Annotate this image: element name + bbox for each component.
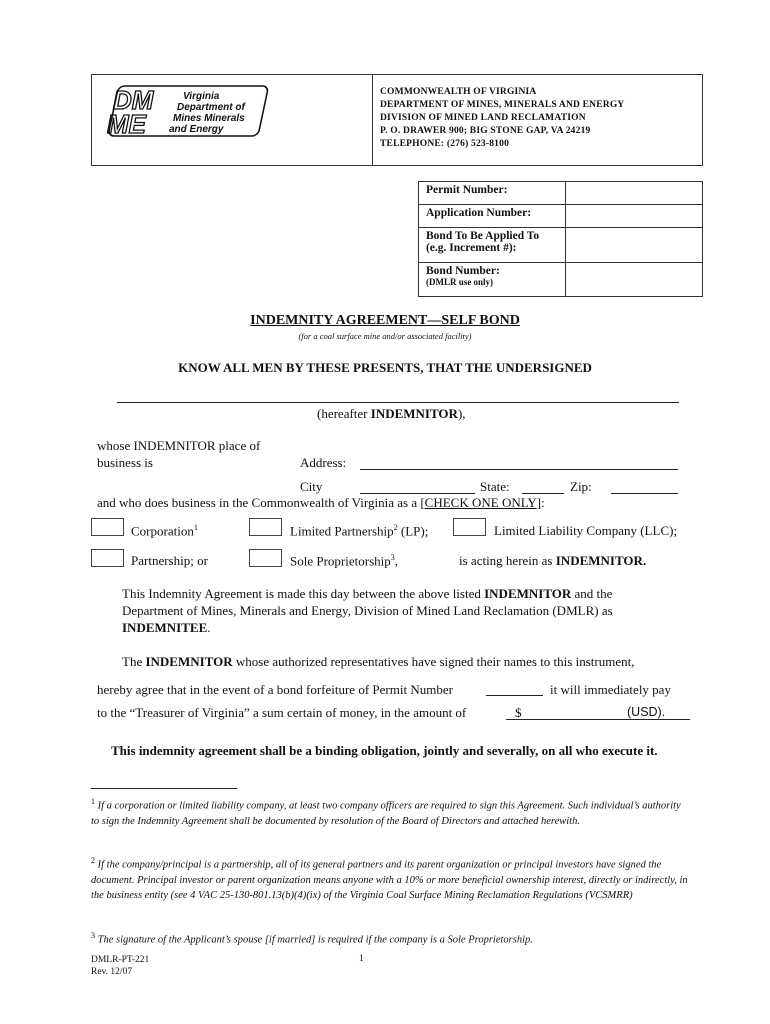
bond-number-field[interactable] [566,263,703,297]
forfeiture-line1-suffix: it will immediately pay [550,682,671,697]
footnote-ref: 3 [91,931,95,940]
footnote-ref: 1 [193,523,198,532]
sole-proprietorship-label [290,553,398,569]
bond-number-label: Bond Number: [426,265,500,277]
business-line-suffix: ]: [536,495,545,510]
state-label: State: [480,479,510,494]
footnote-text: If a corporation or limited liability company, at least two company officers are required to sign this Agreement. Such individual’s authority to sign the Indemnity Agreement shall be documented by resolution of the Board of Directors and attached herewith. [91,800,681,827]
know-all-men-heading: KNOW ALL MEN BY THESE PRESENTS, THAT THE UNDERSIGNED [178,360,592,375]
forfeiture-permit-number-field[interactable] [486,695,543,696]
forfeiture-line1-prefix: hereby agree that in the event of a bond forfeiture of Permit Number [97,682,453,697]
currency-usd: (USD). [627,705,666,719]
table-row [419,205,703,228]
footnote-2 [91,853,691,903]
binding-statement: This indemnity agreement shall be a binding obligation, jointly and severally, on all who execute it. [111,743,658,758]
logo-name-line-4: and Energy [169,124,224,135]
document-title: INDEMNITY AGREEMENT—SELF BOND [250,313,520,328]
logo-name-line-1: Virginia [183,91,220,102]
address-field[interactable] [360,469,678,470]
header-divider [372,74,373,166]
city-field[interactable] [360,493,475,494]
place-of-business-line1: whose INDEMNITOR place of [97,438,261,453]
zip-label: Zip: [570,479,592,494]
lp-text: Limited Partnership [290,523,394,539]
partnership-label: Partnership; or [131,553,208,568]
logo-name-line-2: Department of [177,102,245,113]
hereafter-prefix: (hereafter [317,406,371,421]
representatives-line [122,654,634,670]
sole-suffix: , [394,553,398,569]
application-number-field[interactable] [566,205,703,228]
footnote-ref: 2 [393,523,398,532]
bond-number-label-cell [419,263,566,297]
application-number-label: Application Number: [419,205,566,228]
agency-address-block [380,86,624,151]
footnote-ref: 2 [91,856,95,865]
agreement-indemnitor: INDEMNITOR [484,586,572,601]
document-subtitle: (for a coal surface mine and/or associated facility) [298,331,472,341]
representatives-prefix: The [122,654,146,669]
acting-prefix: is acting herein as [459,553,556,568]
limited-partnership-label [290,523,428,539]
footnote-separator [91,788,237,789]
footnote-ref: 1 [91,797,95,806]
agreement-part1: This Indemnity Agreement is made this day between the above listed [122,586,485,601]
hereafter-term: INDEMNITOR [370,406,458,421]
llc-checkbox[interactable] [453,518,486,536]
agreement-part3: . [207,620,211,635]
permit-number-field[interactable] [566,182,703,205]
indemnitor-name-line[interactable] [117,402,679,403]
dmlr-use-only-note: (DMLR use only) [426,277,493,287]
hereafter-suffix: ), [457,406,466,421]
corporation-checkbox[interactable] [91,518,124,536]
lp-suffix: (LP); [397,523,429,539]
corporation-label [131,523,198,539]
partnership-checkbox[interactable] [91,549,124,567]
permit-number-label: Permit Number: [419,182,566,205]
footnote-ref: 3 [390,553,395,562]
table-row [419,182,703,205]
logo-letters-top: DM [113,85,154,115]
agency-line: P. O. DRAWER 900; BIG STONE GAP, VA 24219 [380,126,591,136]
logo-letters-bottom: ME [107,109,146,138]
business-line [97,495,545,511]
footnote-3 [91,928,691,948]
footnote-text: The signature of the Applicant’s spouse [if married] is required if the company is a Sole Proprietorship. [97,934,533,946]
form-number: DMLR-PT-221 [91,955,150,965]
agency-line: DEPARTMENT OF MINES, MINERALS AND ENERGY [380,100,625,110]
form-identifier [91,954,149,978]
agency-line: COMMONWEALTH OF VIRGINIA [380,87,537,97]
address-label: Address: [300,455,347,470]
acting-as-indemnitor [459,553,646,569]
logo-name-line-3: Mines Minerals [173,113,245,124]
check-one-only: CHECK ONE ONLY [424,495,537,510]
sole-text: Sole Proprietorship [290,553,391,569]
representatives-suffix: whose authorized representatives have signed their names to this instrument, [232,654,635,669]
forfeiture-amount-field[interactable] [506,719,690,720]
agreement-part2: and the Department of Mines, Minerals and Energy, Division of Mined Land Reclamation (DMLR) as [122,586,613,618]
dmme-logo [105,84,275,138]
dollar-sign: $ [515,705,522,720]
acting-term: INDEMNITOR. [555,553,647,568]
form-revision: Rev. 12/07 [91,967,133,977]
page-number: 1 [359,954,364,964]
zip-field[interactable] [611,493,678,494]
place-of-business-line2: business is [97,455,153,470]
footnote-1 [91,794,691,829]
agency-line: TELEPHONE: (276) 523-8100 [380,139,510,149]
table-row [419,263,703,297]
bond-applied-to-label: Bond To Be Applied To (e.g. Increment #): [419,228,566,263]
agency-line: DIVISION OF MINED LAND RECLAMATION [380,113,586,123]
agreement-indemnitee: INDEMNITEE [122,620,208,635]
agreement-paragraph [122,585,662,636]
city-label: City [300,479,323,494]
bond-applied-to-field[interactable] [566,228,703,263]
footnote-text: If the company/principal is a partnership, all of its general partners and its parent organization or principal investors have signed the document. Principal investor or parent organization means anyone with a 10% or more beneficial ownership interest, directly or indirectly, in the business entity (see 4 VAC 25-130-801.13(b)(4)(ix) of the Virginia Coal Surface Mining Reclamation Regulations (VCSMRR) [91,859,688,901]
limited-partnership-checkbox[interactable] [249,518,282,536]
table-row [419,228,703,263]
representatives-term: INDEMNITOR [145,654,233,669]
llc-label: Limited Liability Company (LLC); [494,523,678,538]
forfeiture-line2-prefix: to the “Treasurer of Virginia” a sum certain of money, in the amount of [97,705,467,720]
sole-proprietorship-checkbox[interactable] [249,549,282,567]
hereafter-text [317,406,466,422]
business-line-prefix: and who does business in the Commonwealth of Virginia as a [ [97,495,425,510]
corporation-text: Corporation [131,523,194,539]
permit-info-table [418,181,703,297]
state-field[interactable] [522,493,564,494]
